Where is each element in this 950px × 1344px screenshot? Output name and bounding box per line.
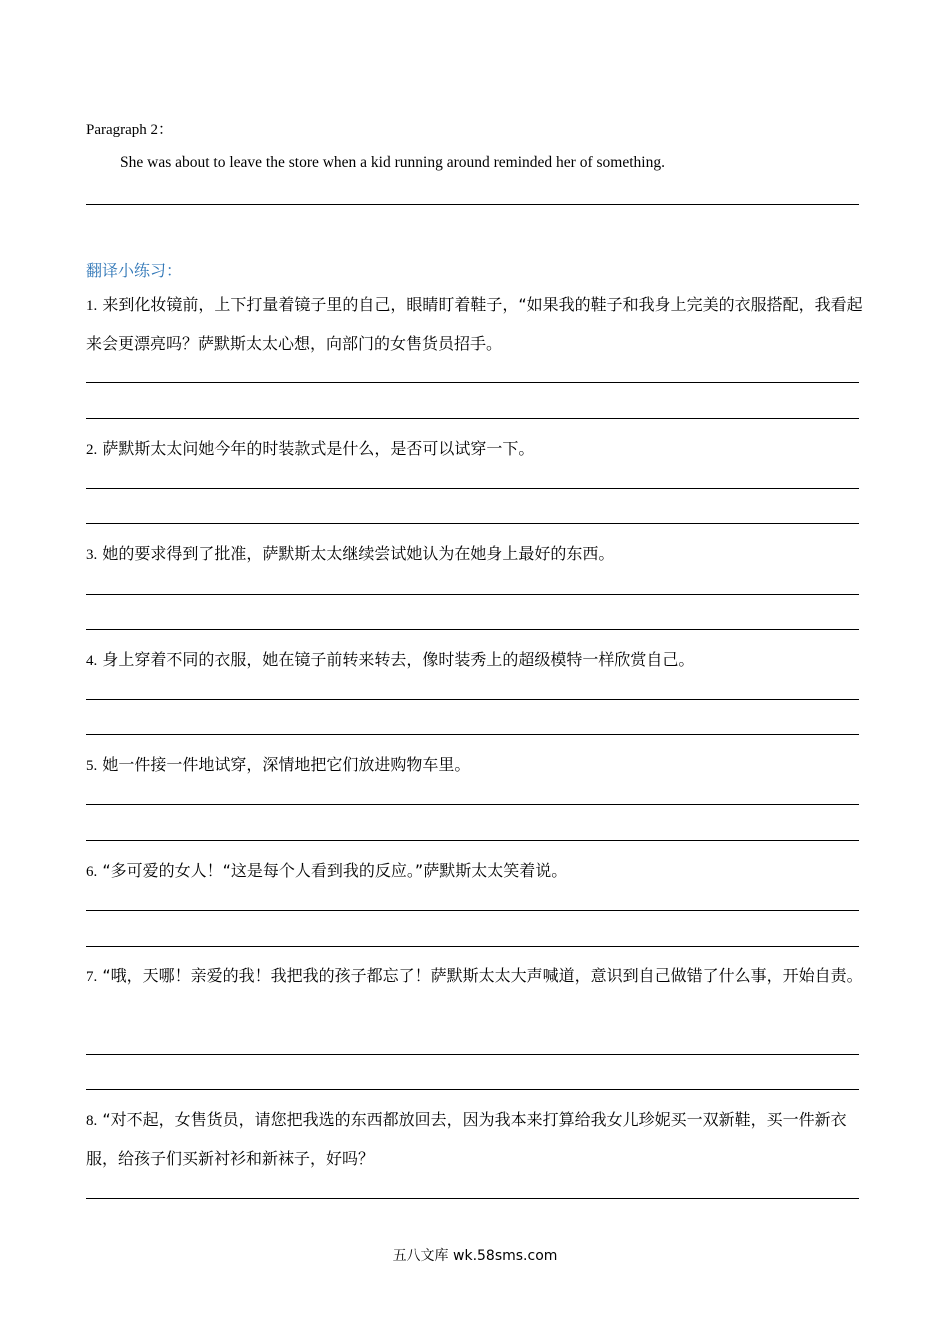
exercise-item-4 xyxy=(86,641,866,680)
exercise-item-8 xyxy=(86,1101,866,1178)
item-number: 5. xyxy=(86,758,98,774)
answer-line xyxy=(86,629,859,630)
answer-line xyxy=(86,910,859,911)
paragraph-label: Paragraph 2： xyxy=(86,122,174,138)
item-text: “多可爱的女人！“这是每个人看到我的反应。”萨默斯太太笑着说。 xyxy=(102,861,568,880)
answer-line xyxy=(86,1198,859,1199)
exercise-item-7 xyxy=(86,957,866,996)
exercise-item-1 xyxy=(86,286,866,363)
item-number: 1. xyxy=(86,298,98,314)
item-text: 来到化妆镜前，上下打量着镜子里的自己，眼睛盯着鞋子，“如果我的鞋子和我身上完美的衣服搭配，我看起来会更漂亮吗？萨默斯太太心想，向部门的女售货员招手。 xyxy=(86,295,863,353)
item-text: 萨默斯太太问她今年的时装款式是什么，是否可以试穿一下。 xyxy=(102,439,535,458)
answer-line xyxy=(86,1089,859,1090)
item-number: 8. xyxy=(86,1113,98,1129)
answer-line xyxy=(86,488,859,489)
item-text: 身上穿着不同的衣服，她在镜子前转来转去，像时装秀上的超级模特一样欣赏自己。 xyxy=(102,650,695,669)
answer-line xyxy=(86,699,859,700)
item-text: 她一件接一件地试穿，深情地把它们放进购物车里。 xyxy=(102,755,471,774)
item-text: “对不起，女售货员，请您把我选的东西都放回去，因为我本来打算给我女儿珍妮买一双新鞋，买一件新衣服，给孩子们买新衬衫和新袜子，好吗？ xyxy=(86,1110,847,1168)
answer-line xyxy=(86,734,859,735)
answer-line xyxy=(86,804,859,805)
exercise-item-5 xyxy=(86,746,866,785)
item-number: 3. xyxy=(86,547,98,563)
exercise-item-3 xyxy=(86,535,866,574)
exercise-item-6 xyxy=(86,852,866,891)
answer-line xyxy=(86,382,859,383)
answer-line xyxy=(86,946,859,947)
item-number: 6. xyxy=(86,864,98,880)
answer-line xyxy=(86,1054,859,1055)
item-number: 7. xyxy=(86,969,98,985)
section-title: 翻译小练习： xyxy=(86,261,183,280)
item-number: 2. xyxy=(86,442,98,458)
item-text: “哦，天哪！亲爱的我！我把我的孩子都忘了！萨默斯太太大声喊道，意识到自己做错了什么事，开始自责。 xyxy=(102,966,863,985)
exercise-item-2 xyxy=(86,430,866,469)
answer-line xyxy=(86,523,859,524)
item-text: 她的要求得到了批准，萨默斯太太继续尝试她认为在她身上最好的东西。 xyxy=(102,544,615,563)
answer-line xyxy=(86,594,859,595)
answer-line xyxy=(86,418,859,419)
paragraph-sentence: She was about to leave the store when a kid running around reminded her of something. xyxy=(120,154,665,171)
item-number: 4. xyxy=(86,653,98,669)
answer-line xyxy=(86,204,859,205)
answer-line xyxy=(86,840,859,841)
footer-watermark: 五八文库 wk.58sms.com xyxy=(392,1248,558,1264)
